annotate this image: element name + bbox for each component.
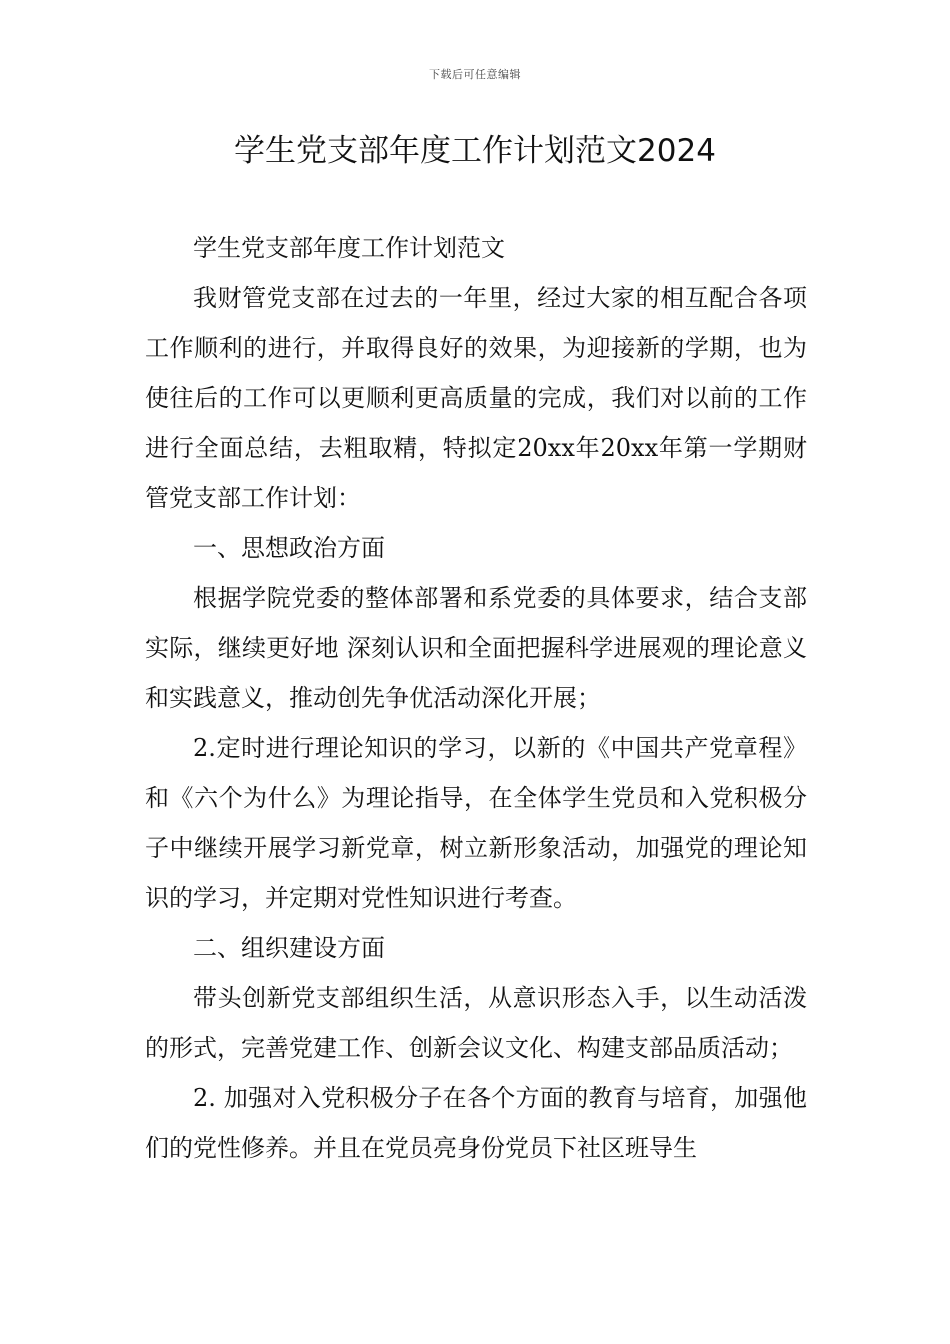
paragraph-organization-2: 2. 加强对入党积极分子在各个方面的教育与培育，加强他们的党性修养。并且在党员亮身份党员下社区班导生: [145, 1084, 807, 1162]
section-heading-ideology: 一、思想政治方面: [193, 534, 385, 562]
paragraph-intro: 我财管党支部在过去的一年里，经过大家的相互配合各项工作顺利的进行，并取得良好的效果，为迎接新的学期，也为使往后的工作可以更顺利更高质量的完成，我们对以前的工作进行全面总结，去粗取精，特拟定20xx年20xx年第一学期财管党支部工作计划：: [145, 284, 807, 512]
document-title: 学生党支部年度工作计划范文2024: [234, 133, 716, 169]
document-body: [145, 223, 807, 1173]
section-heading-organization: 二、组织建设方面: [193, 934, 385, 962]
paragraph-subtitle: 学生党支部年度工作计划范文: [193, 234, 505, 262]
paragraph-ideology-1: 根据学院党委的整体部署和系党委的具体要求，结合支部实际，继续更好地 深刻认识和全面把握科学进展观的理论意义和实践意义，推动创先争优活动深化开展；: [145, 584, 807, 712]
paragraph-organization-1: 带头创新党支部组织生活，从意识形态入手，以生动活泼的形式，完善党建工作、创新会议文化、构建支部品质活动；: [145, 984, 807, 1062]
paragraph-ideology-2: 2.定时进行理论知识的学习，以新的《中国共产党章程》和《六个为什么》为理论指导，在全体学生党员和入党积极分子中继续开展学习新党章，树立新形象活动，加强党的理论知识的学习，并定期对党性知识进行考查。: [145, 734, 807, 912]
header-note: 下载后可任意编辑: [429, 68, 521, 81]
